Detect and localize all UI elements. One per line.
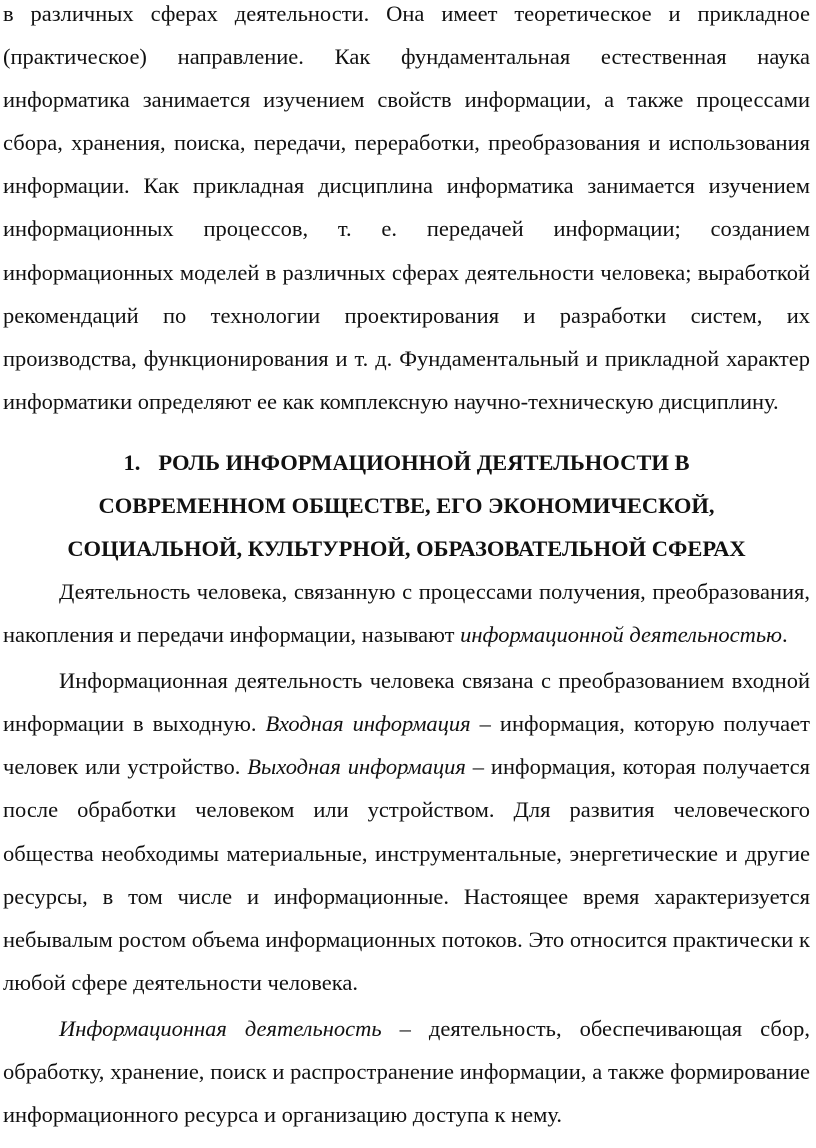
term-info-activity: Информационная деятельность	[59, 1015, 382, 1041]
section-heading	[3, 441, 810, 570]
term-input-info: Входная информация	[265, 711, 471, 737]
section-heading-line-2: СОВРЕМЕННОМ ОБЩЕСТВЕ, ЕГО ЭКОНОМИЧЕСКОЙ,	[98, 492, 715, 518]
paragraph-activity-definition	[3, 1007, 810, 1136]
paragraph-text-3: – информация, которая получается после обработки человеком или устройством. Для развития человеческого общества необходимы материальные, инструментальные, энергетические и другие ресурсы, в том числе и информационные. Настоящее время характеризуется небывалым ростом объема информационных потоков. Это относится практически к любой сфере деятельности человека.	[3, 754, 810, 995]
paragraph-text-1: Информационная деятельность человека связана с преобразованием входной информации в выходную.	[3, 668, 810, 737]
section-heading-line-3: СОЦИАЛЬНОЙ, КУЛЬТУРНОЙ, ОБРАЗОВАТЕЛЬНОЙ СФЕРАХ	[67, 535, 746, 561]
paragraph-end: .	[781, 622, 788, 648]
paragraph-definition-activity	[3, 570, 810, 656]
paragraph-intro-continuation	[3, 0, 810, 423]
term-output-info: Выходная информация	[247, 754, 466, 780]
paragraph-text: – деятельность, обеспечивающая сбор, обработку, хранение, поиск и распространение информации, а также формирование информационного ресурса и организацию доступа к нему.	[3, 1015, 810, 1128]
section-number: 1.	[123, 449, 141, 475]
paragraph-input-output	[3, 659, 810, 1004]
term-italic: информационной деятельностью	[460, 622, 782, 648]
paragraph-text: Деятельность человека, связанную с процессами получения, преобразования, накопления и передачи информации, называют	[3, 578, 810, 648]
section-heading-text-1: РОЛЬ ИНФОРМАЦИОННОЙ ДЕЯТЕЛЬНОСТИ В	[158, 449, 690, 475]
paragraph-text-2: – информация, которую получает человек или устройство.	[3, 711, 810, 780]
paragraph-text: в различных сферах деятельности. Она имеет теоретическое и прикладное (практическое) направление. Как фундаментальная естественная наука информатика занимается изучением свойств информации, а также процессами сбора, хранения, поиска, передачи, переработки, преобразования и использования информации. Как прикладная дисциплина информатика занимается изучением информационных процессов, т. е. передачей информации; созданием информационных моделей в различных сферах деятельности человека; выработкой рекомендаций по технологии проектирования и разработки систем, их производства, функционирования и т. д. Фундаментальный и прикладной характер информатики определяют ее как комплексную научно-техническую дисциплину.	[3, 1, 810, 414]
section-heading-line-1	[3, 441, 810, 484]
